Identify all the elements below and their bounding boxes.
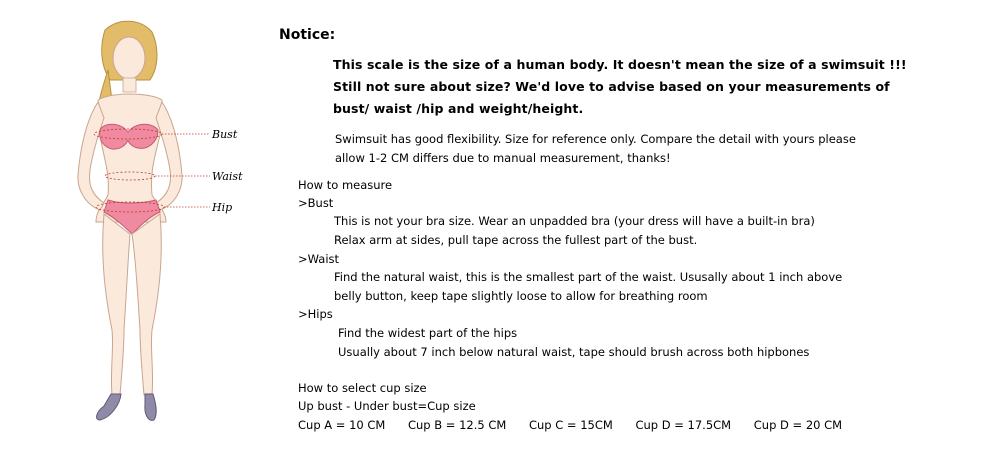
flexibility-note-line-2: allow 1-2 CM differs due to manual measurement, thanks! (335, 151, 671, 165)
cup-size-heading: How to select cup size (298, 381, 427, 395)
notice-warning-line-2: Still not sure about size? We'd love to advise based on your measurements of (333, 79, 890, 94)
cup-size-a: Cup A = 10 CM (298, 418, 386, 432)
waist-section-label: >Waist (298, 252, 340, 266)
notice-warning-line-3: bust/ waist /hip and weight/height. (333, 101, 584, 116)
figure-left-arm (78, 102, 104, 210)
hips-instruction-line-1: Find the widest part of the hips (338, 326, 518, 340)
body-figure-illustration (0, 0, 270, 459)
waist-instruction-line-1: Find the natural waist, this is the smallest part of the waist. Ususally about 1 inch above (334, 270, 843, 284)
figure-face (113, 37, 145, 79)
figure-left-shoe (97, 394, 121, 420)
notice-title: Notice: (279, 27, 336, 43)
waist-instruction-line-2: belly button, keep tape slightly loose to allow for breathing room (334, 289, 708, 303)
hips-instruction-line-2: Usually about 7 inch below natural waist, tape should brush across both hipbones (338, 345, 810, 359)
waist-label: Waist (212, 170, 243, 183)
figure-right-arm (156, 102, 182, 210)
cup-size-d: Cup D = 17.5CM (635, 418, 732, 432)
figure-left-leg (103, 214, 130, 395)
flexibility-note-line-1: Swimsuit has good flexibility. Size for reference only. Compare the detail with yours please (335, 132, 856, 146)
how-to-measure-heading: How to measure (298, 178, 393, 192)
bust-instruction-line-2: Relax arm at sides, pull tape across the fullest part of the bust. (334, 233, 698, 247)
cup-size-list (298, 418, 861, 432)
notice-warning-line-1: This scale is the size of a human body. It doesn't mean the size of a swimsuit !!! (333, 57, 907, 72)
bust-label: Bust (212, 128, 238, 141)
hip-label: Hip (212, 201, 233, 214)
cup-size-b: Cup B = 12.5 CM (407, 418, 507, 432)
bust-section-label: >Bust (298, 196, 334, 210)
cup-size-formula: Up bust - Under bust=Cup size (298, 399, 476, 413)
figure-right-leg (132, 214, 161, 395)
cup-size-d-20: Cup D = 20 CM (753, 418, 843, 432)
bust-instruction-line-1: This is not your bra size. Wear an unpadded bra (your dress will have a built-in bra) (334, 214, 815, 228)
hips-section-label: >Hips (298, 307, 333, 321)
figure-right-shoe (145, 394, 156, 420)
cup-size-c: Cup C = 15CM (528, 418, 613, 432)
